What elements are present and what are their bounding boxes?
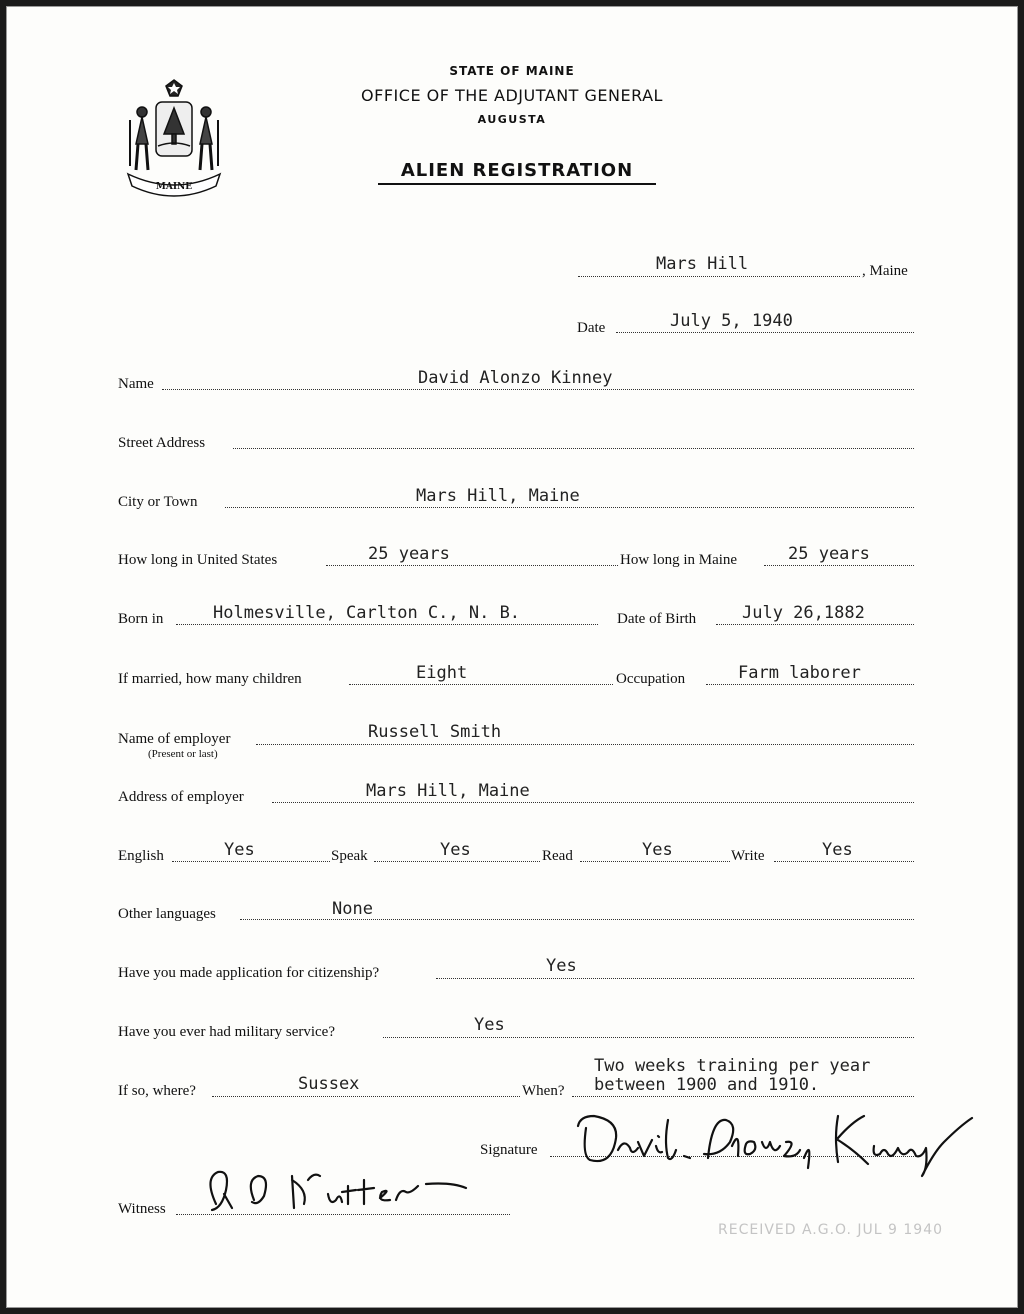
- witness-handwriting: [196, 1158, 476, 1218]
- employer-address-label: Address of employer: [118, 789, 244, 805]
- date-label: Date: [577, 320, 606, 336]
- write-value: Yes: [822, 840, 853, 860]
- employer-label: Name of employer: [118, 731, 231, 747]
- citizenship-label: Have you made application for citizenship?: [118, 965, 380, 981]
- signature-handwriting: [572, 1098, 984, 1182]
- english-line: [172, 861, 330, 862]
- born-in-value: Holmesville, Carlton C., N. B.: [213, 603, 521, 623]
- born-in-label: Born in: [118, 611, 164, 627]
- military-value: Yes: [474, 1015, 505, 1035]
- header-office: OFFICE OF THE ADJUTANT GENERAL: [361, 86, 663, 105]
- date-of-birth-label: Date of Birth: [617, 611, 697, 627]
- how-long-maine-value: 25 years: [788, 544, 870, 564]
- children-line: [349, 684, 613, 685]
- english-value: Yes: [224, 840, 255, 860]
- occupation-value: Farm laborer: [738, 663, 861, 683]
- read-label: Read: [542, 848, 573, 864]
- received-stamp: RECEIVED A.G.O. JUL 9 1940: [718, 1222, 944, 1238]
- name-label: Name: [118, 376, 154, 392]
- where-label: If so, where?: [118, 1083, 196, 1099]
- write-label: Write: [731, 848, 765, 864]
- when-value-line1: Two weeks training per year: [594, 1056, 871, 1076]
- street-line: [233, 448, 914, 449]
- date-of-birth-value: July 26,1882: [742, 603, 865, 623]
- when-value-line2: between 1900 and 1910.: [594, 1075, 820, 1095]
- citizenship-line: [436, 978, 914, 979]
- speak-line: [374, 861, 540, 862]
- military-line: [383, 1037, 914, 1038]
- name-line: [162, 389, 914, 390]
- how-long-maine-label: How long in Maine: [620, 552, 738, 568]
- children-label: If married, how many children: [118, 671, 302, 687]
- where-line: [212, 1096, 520, 1097]
- how-long-us-label: How long in United States: [118, 552, 278, 568]
- place-line: [578, 276, 860, 277]
- employer-sublabel: (Present or last): [148, 748, 218, 760]
- employer-address-value: Mars Hill, Maine: [366, 781, 530, 801]
- employer-line: [256, 744, 914, 745]
- other-languages-line: [240, 919, 914, 920]
- occupation-line: [706, 684, 914, 685]
- speak-label: Speak: [331, 848, 368, 864]
- date-value: July 5, 1940: [670, 311, 793, 331]
- svg-text:MAINE: MAINE: [155, 182, 193, 192]
- place-value: Mars Hill: [656, 254, 749, 274]
- occupation-label: Occupation: [616, 671, 686, 687]
- how-long-us-line: [326, 565, 618, 566]
- when-line: [572, 1096, 914, 1097]
- header-city: AUGUSTA: [477, 113, 547, 126]
- children-value: Eight: [416, 663, 468, 683]
- street-label: Street Address: [118, 435, 206, 451]
- witness-label: Witness: [118, 1201, 166, 1217]
- city-label: City or Town: [118, 494, 198, 510]
- read-value: Yes: [642, 840, 673, 860]
- other-languages-label: Other languages: [118, 906, 216, 922]
- city-value: Mars Hill, Maine: [416, 486, 580, 506]
- employer-value: Russell Smith: [368, 722, 502, 742]
- employer-address-line: [272, 802, 914, 803]
- where-value: Sussex: [298, 1074, 360, 1094]
- english-label: English: [118, 848, 164, 864]
- signature-label: Signature: [480, 1142, 538, 1158]
- how-long-maine-line: [764, 565, 914, 566]
- how-long-us-value: 25 years: [368, 544, 450, 564]
- city-line: [225, 507, 914, 508]
- read-line: [580, 861, 730, 862]
- when-label: When?: [522, 1083, 565, 1099]
- other-languages-value: None: [332, 899, 373, 919]
- citizenship-value: Yes: [546, 956, 577, 976]
- military-label: Have you ever had military service?: [118, 1024, 335, 1040]
- write-line: [774, 861, 914, 862]
- speak-value: Yes: [440, 840, 471, 860]
- date-of-birth-line: [716, 624, 914, 625]
- form-title: ALIEN REGISTRATION: [378, 160, 656, 185]
- name-value: David Alonzo Kinney: [418, 368, 613, 388]
- date-line: [616, 332, 914, 333]
- header-state: STATE OF MAINE: [449, 64, 575, 78]
- place-suffix: , Maine: [862, 263, 908, 279]
- born-in-line: [176, 624, 598, 625]
